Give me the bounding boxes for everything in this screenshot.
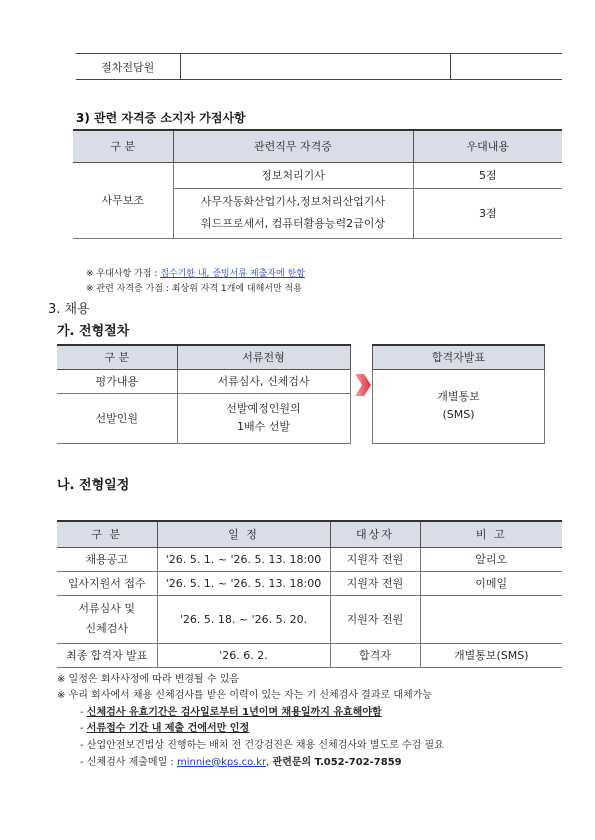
value-line: 선발예정인원의 [226,402,301,415]
schedule-target: 지원자 전원 [330,595,420,643]
result-cell [373,369,545,443]
category-cell: 사무보조 [73,162,173,238]
schedule-date: '26. 5. 18. ~ '26. 5. 20. [157,595,330,643]
subsection-title: 나. 전형일정 [57,478,130,493]
cert-line: 워드프로세서, 컴퓨터활용능력2급이상 [200,217,385,230]
footnote: ※ 일정은 회사사정에 따라 변경될 수 있음 [57,674,240,685]
row-label: 선발인원 [57,393,177,443]
header-cell: 서류전형 [177,345,350,369]
cert-cell: 정보처리기사 [173,162,413,188]
prev-table [76,53,562,80]
footnote [80,703,382,718]
note-text: ※ 우대사항 가점 : [86,269,161,279]
footnote-bold: 서류접수 기간 내 제출 건에서만 인정 [86,723,250,734]
header-cell: 대상자 [330,521,420,547]
row-label: 평가내용 [57,369,177,393]
comma: , [266,757,273,768]
schedule-name: 최종 합격자 발표 [57,643,157,667]
table-row [57,571,562,595]
row-label: 절차전담원 [76,54,180,80]
note-link[interactable]: 접수기한 내, 증빙서류 제출자에 한함 [160,269,305,279]
result-line: (SMS) [442,408,475,421]
header-cell: 비 고 [420,521,562,547]
schedule-date: '26. 6. 2. [157,643,330,667]
schedule-note: 알리오 [420,547,562,571]
header-cell: 우대내용 [413,130,562,162]
schedule-name [57,595,157,643]
email-link[interactable]: minnie@kps.co.kr [176,757,267,768]
schedule-target: 지원자 전원 [330,547,420,571]
dash: - [80,740,84,751]
table-row [57,595,562,643]
footnote [80,719,249,734]
header-cell: 일 정 [157,521,330,547]
result-line: 개별통보 [437,390,480,403]
schedule-date: '26. 5. 1. ~ '26. 5. 13. 18:00 [157,571,330,595]
table-row [57,643,562,667]
footnote-text: 산업안전보건법상 진행하는 배치 전 건강검진은 채용 신체검사와 별도로 수검 필요 [86,740,444,751]
schedule-name: 입사지원서 접수 [57,571,157,595]
license-heading: 3) 관련 자격증 소지자 가점사항 [76,111,246,125]
points-cell: 3점 [413,188,562,238]
license-note-2: ※ 관련 자격증 가점 : 최상위 자격 1개에 대해서만 적용 [86,284,302,294]
result-table [372,344,545,444]
footnote-text: 신체검사 제출메일 : [86,757,177,768]
license-table [73,129,562,239]
row-value: 서류심사, 신체검사 [177,369,350,393]
header-cell: 관련직무 자격증 [173,130,413,162]
name-line: 서류심사 및 [78,602,136,615]
cert-cell [173,188,413,238]
value-line: 1배수 선발 [237,420,290,433]
schedule-target: 지원자 전원 [330,571,420,595]
footnote-bold: 신체검사 유효기간은 검사일로부터 1년이며 채용일까지 유효해야함 [86,707,382,718]
header-cell: 구 분 [57,345,177,369]
cert-line: 사무자동화산업기사,정보처리산업기사 [200,195,386,208]
footnote [80,736,444,751]
row-value [177,393,350,443]
dash: - [80,757,84,768]
schedule-note: 이메일 [420,571,562,595]
header-cell: 구 분 [57,521,157,547]
subsection-title: 가. 전형절차 [57,324,130,339]
license-note-1 [86,266,305,279]
schedule-table [57,520,562,668]
empty-cell [450,54,562,80]
schedule-date: '26. 5. 1. ~ '26. 5. 13. 18:00 [157,547,330,571]
header-cell: 구 분 [73,130,173,162]
section-title: 3. 채용 [48,302,90,317]
name-line: 신체검사 [85,622,128,635]
schedule-target: 합격자 [330,643,420,667]
footnote: ※ 우리 회사에서 채용 신체검사를 받은 이력이 있는 자는 기 신체검사 결과로 대체가능 [57,690,432,701]
header-cell: 합격자발표 [373,345,545,369]
schedule-name: 채용공고 [57,547,157,571]
contact-text: 관련문의 T.052-702-7859 [272,757,402,768]
dash: - [80,707,84,718]
empty-cell [180,54,450,80]
arrow-right-icon [355,370,371,400]
schedule-note: 개별통보(SMS) [420,643,562,667]
dash: - [80,723,84,734]
points-cell: 5점 [413,162,562,188]
process-table [57,344,351,444]
schedule-note [420,595,562,643]
table-row [57,547,562,571]
footnote [80,753,402,768]
